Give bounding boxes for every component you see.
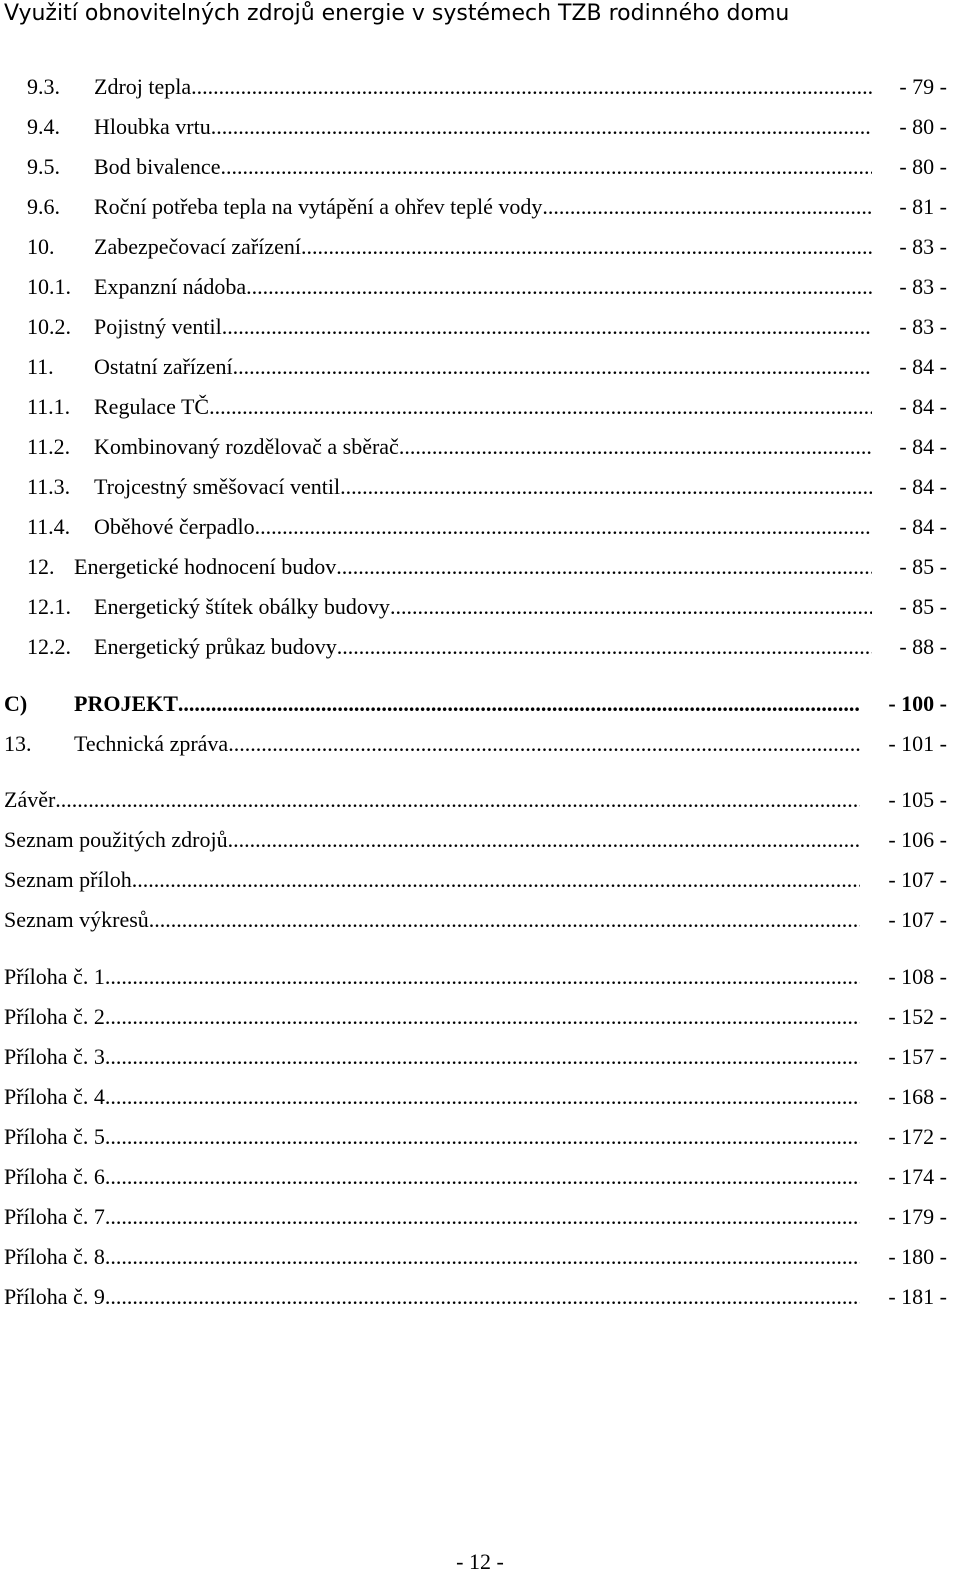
toc-entry-page: - 174 - bbox=[888, 1164, 947, 1189]
toc-entry-title: Expanzní nádoba bbox=[94, 274, 247, 299]
toc-entry-number: 9.3. bbox=[27, 74, 60, 99]
toc-entry-part[interactable] bbox=[0, 689, 960, 719]
toc-leader-dots bbox=[211, 112, 872, 142]
toc-entry[interactable] bbox=[0, 272, 960, 302]
toc-entry-page: - 179 - bbox=[888, 1204, 947, 1229]
toc-entry-title: Regulace TČ bbox=[94, 394, 210, 419]
toc-entry[interactable] bbox=[0, 392, 960, 422]
toc-entry-page: - 84 - bbox=[899, 394, 947, 419]
toc-leader-dots bbox=[110, 1122, 860, 1152]
toc-entry-title: PROJEKT bbox=[74, 691, 178, 716]
toc-leader-dots bbox=[228, 729, 860, 759]
toc-entry-page: - 105 - bbox=[888, 787, 947, 812]
toc-entry-page: - 180 - bbox=[888, 1244, 947, 1269]
toc-leader-dots bbox=[110, 1202, 860, 1232]
toc-entry-title: Pojistný ventil bbox=[94, 314, 222, 339]
toc-entry-title: Zabezpečovací zařízení bbox=[94, 234, 302, 259]
toc-entry-appendix[interactable] bbox=[0, 1082, 960, 1112]
toc-entry-title: Příloha č. 7. bbox=[4, 1204, 111, 1229]
toc-entry-number: 9.4. bbox=[27, 114, 60, 139]
toc-entry-title: Zdroj tepla bbox=[94, 74, 192, 99]
toc-entry-title: Příloha č. 2. bbox=[4, 1004, 111, 1029]
toc-leader-dots bbox=[255, 512, 872, 542]
toc-leader-dots bbox=[149, 905, 860, 935]
toc-entry-page: - 101 - bbox=[888, 731, 947, 756]
toc-leader-dots bbox=[110, 1242, 860, 1272]
toc-leader-dots bbox=[132, 865, 860, 895]
toc-entry-number: 12.2. bbox=[27, 634, 71, 659]
toc-entry-number: 13. bbox=[4, 731, 32, 756]
toc-leader-dots bbox=[110, 962, 860, 992]
toc-entry-page: - 100 - bbox=[888, 691, 947, 716]
toc-entry-title: Technická zpráva bbox=[74, 731, 229, 756]
toc-entry-number: 11.2. bbox=[27, 434, 71, 459]
toc-entry[interactable] bbox=[0, 352, 960, 382]
toc-leader-dots bbox=[110, 1082, 860, 1112]
toc-entry-page: - 79 - bbox=[899, 74, 947, 99]
toc-entry-appendix[interactable] bbox=[0, 1162, 960, 1192]
toc-entry-number: 11.1. bbox=[27, 394, 71, 419]
toc-entry-page: - 85 - bbox=[899, 594, 947, 619]
toc-entry-appendix[interactable] bbox=[0, 1202, 960, 1232]
toc-leader-dots bbox=[228, 825, 860, 855]
toc-leader-dots bbox=[178, 689, 860, 719]
toc-entry-page: - 172 - bbox=[888, 1124, 947, 1149]
toc-entry-title: Příloha č. 3. bbox=[4, 1044, 111, 1069]
toc-entry-title: Bod bivalence bbox=[94, 154, 221, 179]
toc-entry-title: Závěr bbox=[4, 787, 56, 812]
toc-entry[interactable] bbox=[0, 592, 960, 622]
toc-entry[interactable] bbox=[0, 472, 960, 502]
toc-entry-page: - 88 - bbox=[899, 634, 947, 659]
toc-entry-page: - 107 - bbox=[888, 867, 947, 892]
toc-leader-dots bbox=[340, 472, 872, 502]
toc-entry-page: - 83 - bbox=[899, 234, 947, 259]
toc-entry-page: - 84 - bbox=[899, 354, 947, 379]
toc-entry[interactable] bbox=[0, 432, 960, 462]
toc-entry-appendix[interactable] bbox=[0, 962, 960, 992]
toc-entry-page: - 85 - bbox=[899, 554, 947, 579]
toc-leader-dots bbox=[191, 72, 872, 102]
toc-entry[interactable] bbox=[0, 512, 960, 542]
toc-leader-dots bbox=[110, 1042, 860, 1072]
toc-entry-title: Seznam příloh bbox=[4, 867, 132, 892]
toc-entry-appendix[interactable] bbox=[0, 1042, 960, 1072]
toc-entry-number: 9.5. bbox=[27, 154, 60, 179]
toc-leader-dots bbox=[110, 1162, 860, 1192]
toc-entry[interactable] bbox=[0, 112, 960, 142]
toc-entry[interactable] bbox=[0, 552, 960, 582]
toc-entry-appendix[interactable] bbox=[0, 1122, 960, 1152]
running-header: Využití obnovitelných zdrojů energie v systémech TZB rodinného domu bbox=[4, 1, 790, 26]
toc-entry-page: - 108 - bbox=[888, 964, 947, 989]
toc-entry-title: Hloubka vrtu bbox=[94, 114, 211, 139]
toc-entry-title: Trojcestný směšovací ventil bbox=[94, 474, 341, 499]
toc-leader-dots bbox=[222, 312, 872, 342]
toc-entry-title: Seznam výkresů bbox=[4, 907, 149, 932]
toc-leader-dots bbox=[399, 432, 872, 462]
toc-entry-page: - 80 - bbox=[899, 114, 947, 139]
toc-entry-page: - 83 - bbox=[899, 314, 947, 339]
toc-entry-appendix[interactable] bbox=[0, 1282, 960, 1312]
toc-entry-page: - 181 - bbox=[888, 1284, 947, 1309]
toc-entry-number: 11.3. bbox=[27, 474, 71, 499]
toc-leader-dots bbox=[246, 272, 872, 302]
toc-entry-title: Příloha č. 6. bbox=[4, 1164, 111, 1189]
toc-entry[interactable] bbox=[0, 632, 960, 662]
toc-entry-title: Příloha č. 1. bbox=[4, 964, 111, 989]
toc-leader-dots bbox=[542, 192, 872, 222]
toc-entry-page: - 80 - bbox=[899, 154, 947, 179]
page-number: - 12 - bbox=[456, 1549, 504, 1574]
toc-entry-page: - 81 - bbox=[899, 194, 947, 219]
toc-entry-appendix[interactable] bbox=[0, 1242, 960, 1272]
toc-entry-title: Energetický průkaz budovy bbox=[94, 634, 337, 659]
toc-entry-page: - 107 - bbox=[888, 907, 947, 932]
toc-leader-dots bbox=[209, 392, 872, 422]
toc-leader-dots bbox=[110, 1282, 860, 1312]
toc-entry[interactable] bbox=[0, 312, 960, 342]
toc-entry-number: 10.1. bbox=[27, 274, 71, 299]
toc-leader-dots bbox=[110, 1002, 860, 1032]
toc-entry-appendix[interactable] bbox=[0, 1002, 960, 1032]
toc-entry-title: Příloha č. 9. bbox=[4, 1284, 111, 1309]
toc-entry-title: Seznam použitých zdrojů bbox=[4, 827, 228, 852]
toc-entry[interactable] bbox=[0, 825, 960, 855]
toc-leader-dots bbox=[301, 232, 872, 262]
toc-entry-title: Roční potřeba tepla na vytápění a ohřev teplé vody bbox=[94, 194, 543, 219]
toc-entry-title: Energetické hodnocení budov bbox=[74, 554, 337, 579]
toc-entry-page: - 84 - bbox=[899, 474, 947, 499]
toc-entry-title: Příloha č. 8. bbox=[4, 1244, 111, 1269]
toc-entry-page: - 83 - bbox=[899, 274, 947, 299]
toc-entry-number: C) bbox=[4, 691, 28, 716]
toc-entry-page: - 168 - bbox=[888, 1084, 947, 1109]
toc-entry[interactable] bbox=[0, 192, 960, 222]
toc-entry-page: - 157 - bbox=[888, 1044, 947, 1069]
toc-entry-number: 10.2. bbox=[27, 314, 71, 339]
toc-entry-number: 12. bbox=[27, 554, 55, 579]
toc-entry-title: Příloha č. 4. bbox=[4, 1084, 111, 1109]
toc-entry[interactable] bbox=[0, 785, 960, 815]
toc-entry-number: 11.4. bbox=[27, 514, 71, 539]
toc-leader-dots bbox=[390, 592, 872, 622]
toc-entry-page: - 84 - bbox=[899, 434, 947, 459]
toc-leader-dots bbox=[220, 152, 872, 182]
toc-entry-number: 9.6. bbox=[27, 194, 60, 219]
toc-entry[interactable] bbox=[0, 729, 960, 759]
toc-entry[interactable] bbox=[0, 152, 960, 182]
toc-entry-title: Oběhové čerpadlo bbox=[94, 514, 255, 539]
toc-entry[interactable] bbox=[0, 865, 960, 895]
toc-entry[interactable] bbox=[0, 72, 960, 102]
toc-entry-page: - 106 - bbox=[888, 827, 947, 852]
toc-entry-title: Příloha č. 5. bbox=[4, 1124, 111, 1149]
toc-leader-dots bbox=[55, 785, 860, 815]
toc-entry[interactable] bbox=[0, 905, 960, 935]
toc-leader-dots bbox=[336, 552, 872, 582]
toc-entry-number: 12.1. bbox=[27, 594, 71, 619]
toc-leader-dots bbox=[337, 632, 872, 662]
toc-entry-number: 11. bbox=[27, 354, 54, 379]
toc-entry-title: Ostatní zařízení bbox=[94, 354, 233, 379]
toc-entry-title: Kombinovaný rozdělovač a sběrač bbox=[94, 434, 399, 459]
toc-entry-page: - 152 - bbox=[888, 1004, 947, 1029]
toc-entry-title: Energetický štítek obálky budovy bbox=[94, 594, 390, 619]
toc-entry[interactable] bbox=[0, 232, 960, 262]
toc-entry-page: - 84 - bbox=[899, 514, 947, 539]
toc-leader-dots bbox=[233, 352, 872, 382]
toc-entry-number: 10. bbox=[27, 234, 55, 259]
